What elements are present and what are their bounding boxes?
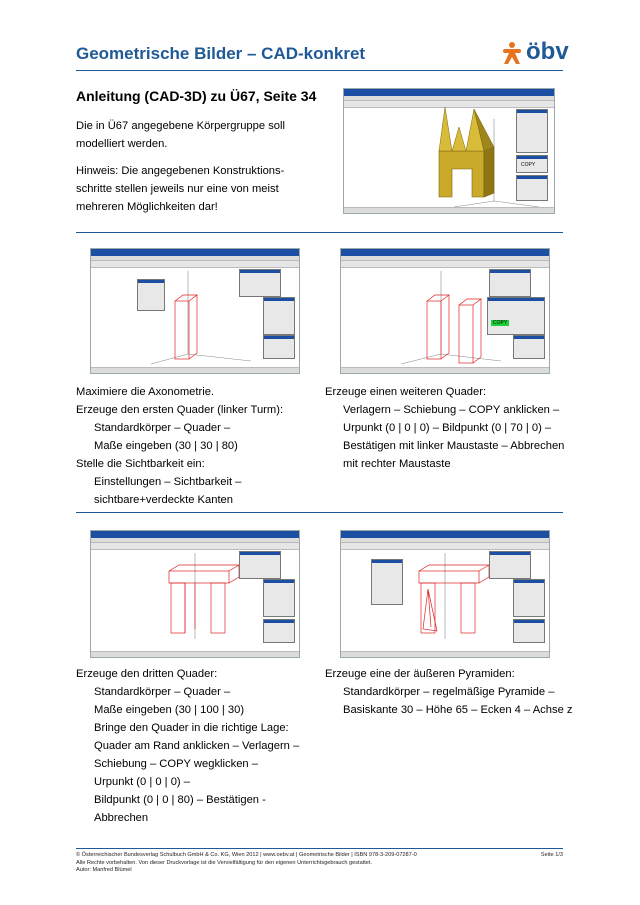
window-statusbar bbox=[344, 207, 554, 213]
intro-line: modelliert werden. bbox=[76, 138, 168, 150]
dialog-palette bbox=[371, 559, 403, 605]
footer-author: Autor: Manfred Blümel bbox=[76, 867, 132, 873]
section-title: Anleitung (CAD-3D) zu Ü67, Seite 34 bbox=[76, 88, 317, 104]
section-divider bbox=[76, 232, 563, 233]
step4-line: Standardkörper – regelmäßige Pyramide – bbox=[343, 686, 555, 698]
tool-palette bbox=[513, 335, 545, 359]
step1-line: sichtbare+verdeckte Kanten bbox=[94, 494, 233, 506]
window-statusbar bbox=[341, 651, 549, 657]
section-divider bbox=[76, 512, 563, 513]
step4-text bbox=[325, 665, 575, 719]
cad-screenshot-step1 bbox=[90, 248, 300, 374]
tool-palette bbox=[516, 109, 548, 153]
step2-line: mit rechter Maustaste bbox=[343, 458, 451, 470]
tool-palette bbox=[263, 619, 295, 643]
step3-line: Urpunkt (0 | 0 | 0) – bbox=[94, 776, 190, 788]
page-header-title: Geometrische Bilder – CAD-konkret bbox=[76, 44, 366, 63]
step3-text bbox=[76, 665, 321, 827]
tool-palette bbox=[489, 551, 531, 579]
window-statusbar bbox=[341, 367, 549, 373]
step3-line: Bildpunkt (0 | 0 | 80) – Bestätigen - bbox=[94, 794, 266, 806]
hint-line: schritte stellen jeweils nur eine von meist bbox=[76, 183, 279, 195]
cad-screenshot-step2 bbox=[340, 248, 550, 374]
footer-rights: Alle Rechte vorbehalten. Von dieser Druckvorlage ist die Vervielfältigung für den eigenen Unterrichtsgebrauch gestattet. bbox=[76, 859, 373, 866]
step2-line: Verlagern – Schiebung – COPY anklicken – bbox=[343, 404, 560, 416]
tool-palette bbox=[263, 297, 295, 335]
step2-line: Bestätigen mit linker Maustaste – Abbrechen bbox=[343, 440, 565, 452]
cad-screenshot-step4 bbox=[340, 530, 550, 658]
step3-line: Standardkörper – Quader – bbox=[94, 686, 231, 698]
step3-line: Erzeuge den dritten Quader: bbox=[76, 668, 218, 680]
step1-line: Einstellungen – Sichtbarkeit – bbox=[94, 476, 242, 488]
header-rule bbox=[76, 70, 563, 71]
logo-text: öbv bbox=[526, 38, 569, 65]
tool-palette bbox=[263, 335, 295, 359]
hint-line: Hinweis: Die angegebenen Konstruktions- bbox=[76, 165, 285, 177]
cad-screenshot-main bbox=[343, 88, 555, 214]
oebv-logo bbox=[500, 40, 575, 66]
intro-line: Die in Ü67 angegebene Körpergruppe soll bbox=[76, 120, 285, 132]
page-number: Seite 1/3 bbox=[540, 852, 563, 858]
copy-button: COPY bbox=[493, 320, 508, 326]
tool-palette bbox=[513, 579, 545, 617]
tool-palette bbox=[487, 297, 545, 335]
copy-label: COPY bbox=[521, 162, 536, 168]
step1-line: Maximiere die Axonometrie. bbox=[76, 386, 215, 398]
intro-text bbox=[76, 117, 316, 216]
step3-line: Quader am Rand anklicken – Verlagern – bbox=[94, 740, 300, 752]
step1-line: Maße eingeben (30 | 30 | 80) bbox=[94, 440, 238, 452]
cad-screenshot-step3 bbox=[90, 530, 300, 658]
step2-line: Erzeuge einen weiteren Quader: bbox=[325, 386, 487, 398]
step1-line: Stelle die Sichtbarkeit ein: bbox=[76, 458, 205, 470]
window-statusbar bbox=[91, 367, 299, 373]
step4-line: Basiskante 30 – Höhe 65 – Ecken 4 – Achse z bbox=[343, 704, 573, 716]
footer-copyright: © Österreichischer Bundesverlag Schulbuch GmbH & Co. KG, Wien 2012 | www.oebv.at | Geometrische Bilder | ISBN 978-3-209-07287-0 bbox=[76, 852, 417, 858]
step1-text bbox=[76, 383, 316, 509]
tool-palette bbox=[239, 269, 281, 297]
step3-line: Schiebung – COPY wegklicken – bbox=[94, 758, 258, 770]
step1-line: Erzeuge den ersten Quader (linker Turm): bbox=[76, 404, 284, 416]
tool-palette bbox=[263, 579, 295, 617]
window-statusbar bbox=[91, 651, 299, 657]
step3-line: Bringe den Quader in die richtige Lage: bbox=[94, 722, 289, 734]
tool-palette bbox=[516, 175, 548, 201]
hint-line: mehreren Möglichkeiten dar! bbox=[76, 201, 218, 213]
tool-palette bbox=[489, 269, 531, 297]
step3-line: Maße eingeben (30 | 100 | 30) bbox=[94, 704, 245, 716]
step4-line: Erzeuge eine der äußeren Pyramiden: bbox=[325, 668, 515, 680]
footer bbox=[76, 852, 496, 875]
step2-line: Urpunkt (0 | 0 | 0) – Bildpunkt (0 | 70 | 0) – bbox=[343, 422, 552, 434]
tool-palette bbox=[516, 155, 548, 173]
step2-text bbox=[325, 383, 575, 473]
step1-line: Standardkörper – Quader – bbox=[94, 422, 231, 434]
footer-rule bbox=[76, 848, 563, 849]
tool-palette bbox=[513, 619, 545, 643]
dialog-palette bbox=[137, 279, 165, 311]
tool-palette bbox=[239, 551, 281, 579]
step3-line: Abbrechen bbox=[94, 812, 149, 824]
